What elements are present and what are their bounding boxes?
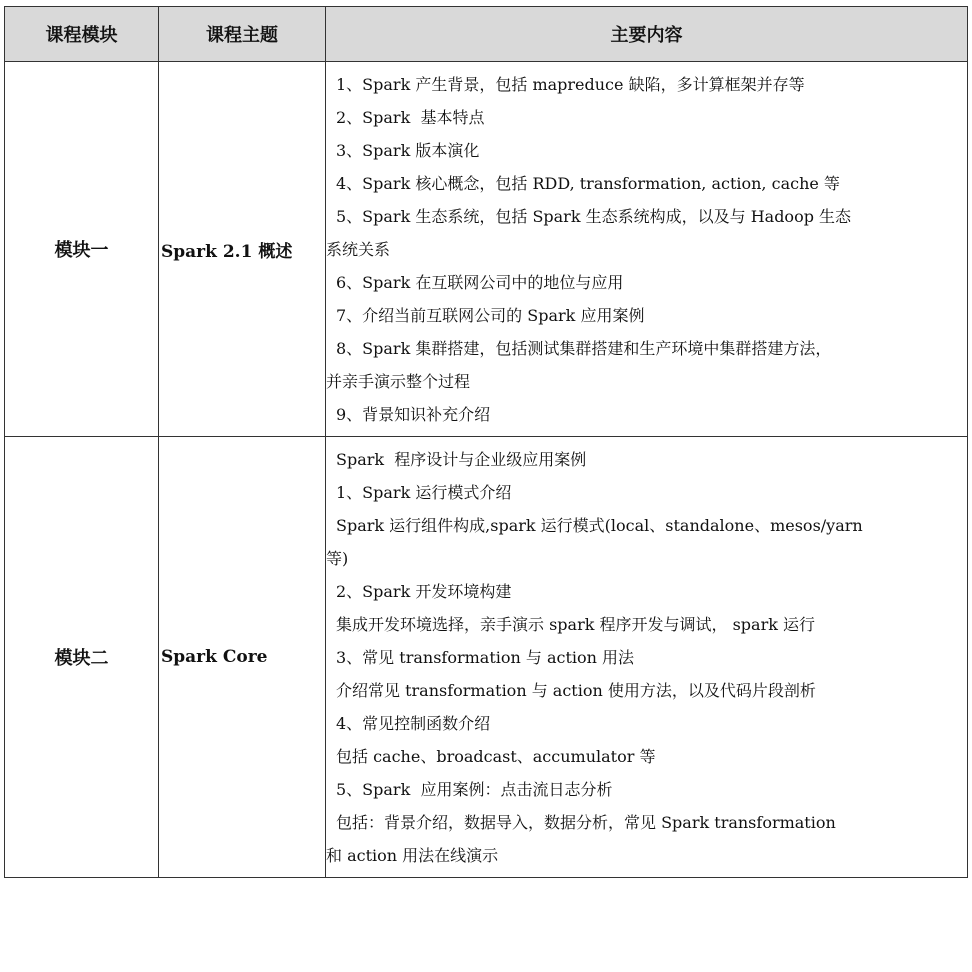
content-line: 等) bbox=[326, 549, 349, 568]
content-line: 2、Spark 基本特点 bbox=[336, 108, 485, 127]
content-line: 1、Spark 产生背景，包括 mapreduce 缺陷，多计算框架并存等 bbox=[336, 75, 805, 94]
content-line: 2、Spark 开发环境构建 bbox=[336, 582, 512, 601]
table-row bbox=[5, 62, 968, 437]
module-cell: 模块一 bbox=[5, 62, 159, 437]
content-line: 并亲手演示整个过程 bbox=[326, 372, 471, 391]
topic-cell: Spark Core bbox=[159, 437, 326, 878]
content-line: 3、常见 transformation 与 action 用法 bbox=[336, 648, 635, 667]
header-content: 主要内容 bbox=[326, 7, 968, 62]
content-line: 包括 cache、broadcast、accumulator 等 bbox=[336, 747, 656, 766]
content-line: Spark 运行组件构成,spark 运行模式(local、standalone、mesos/yarn bbox=[336, 516, 863, 535]
table-header bbox=[5, 7, 968, 62]
content-line: 6、Spark 在互联网公司中的地位与应用 bbox=[336, 273, 624, 292]
content-line: 包括：背景介绍，数据导入，数据分析，常见 Spark transformation bbox=[336, 813, 836, 832]
content-line: 和 action 用法在线演示 bbox=[326, 846, 499, 865]
content-line: 系统关系 bbox=[326, 240, 391, 259]
course-table bbox=[4, 6, 968, 878]
content-cell bbox=[326, 62, 968, 437]
content-line: 4、Spark 核心概念，包括 RDD, transformation, action, cache 等 bbox=[336, 174, 840, 193]
topic-cell: Spark 2.1 概述 bbox=[159, 62, 326, 437]
content-line: 4、常见控制函数介绍 bbox=[336, 714, 491, 733]
content-line: 介绍常见 transformation 与 action 使用方法，以及代码片段剖析 bbox=[336, 681, 816, 700]
content-cell bbox=[326, 437, 968, 878]
table-body bbox=[5, 62, 968, 878]
content-line: Spark 程序设计与企业级应用案例 bbox=[336, 450, 587, 469]
content-line: 5、Spark 生态系统，包括 Spark 生态系统构成，以及与 Hadoop 生态 bbox=[336, 207, 852, 226]
content-line: 集成开发环境选择，亲手演示 spark 程序开发与调试， spark 运行 bbox=[336, 615, 816, 634]
content-line: 8、Spark 集群搭建，包括测试集群搭建和生产环境中集群搭建方法， bbox=[336, 339, 832, 358]
content-line: 1、Spark 运行模式介绍 bbox=[336, 483, 512, 502]
header-row bbox=[5, 7, 968, 62]
content-line: 9、背景知识补充介绍 bbox=[336, 405, 491, 424]
header-module: 课程模块 bbox=[5, 7, 159, 62]
content-line: 3、Spark 版本演化 bbox=[336, 141, 480, 160]
module-cell: 模块二 bbox=[5, 437, 159, 878]
table-row bbox=[5, 437, 968, 878]
content-line: 7、介绍当前互联网公司的 Spark 应用案例 bbox=[336, 306, 645, 325]
header-topic: 课程主题 bbox=[159, 7, 326, 62]
content-line: 5、Spark 应用案例：点击流日志分析 bbox=[336, 780, 613, 799]
